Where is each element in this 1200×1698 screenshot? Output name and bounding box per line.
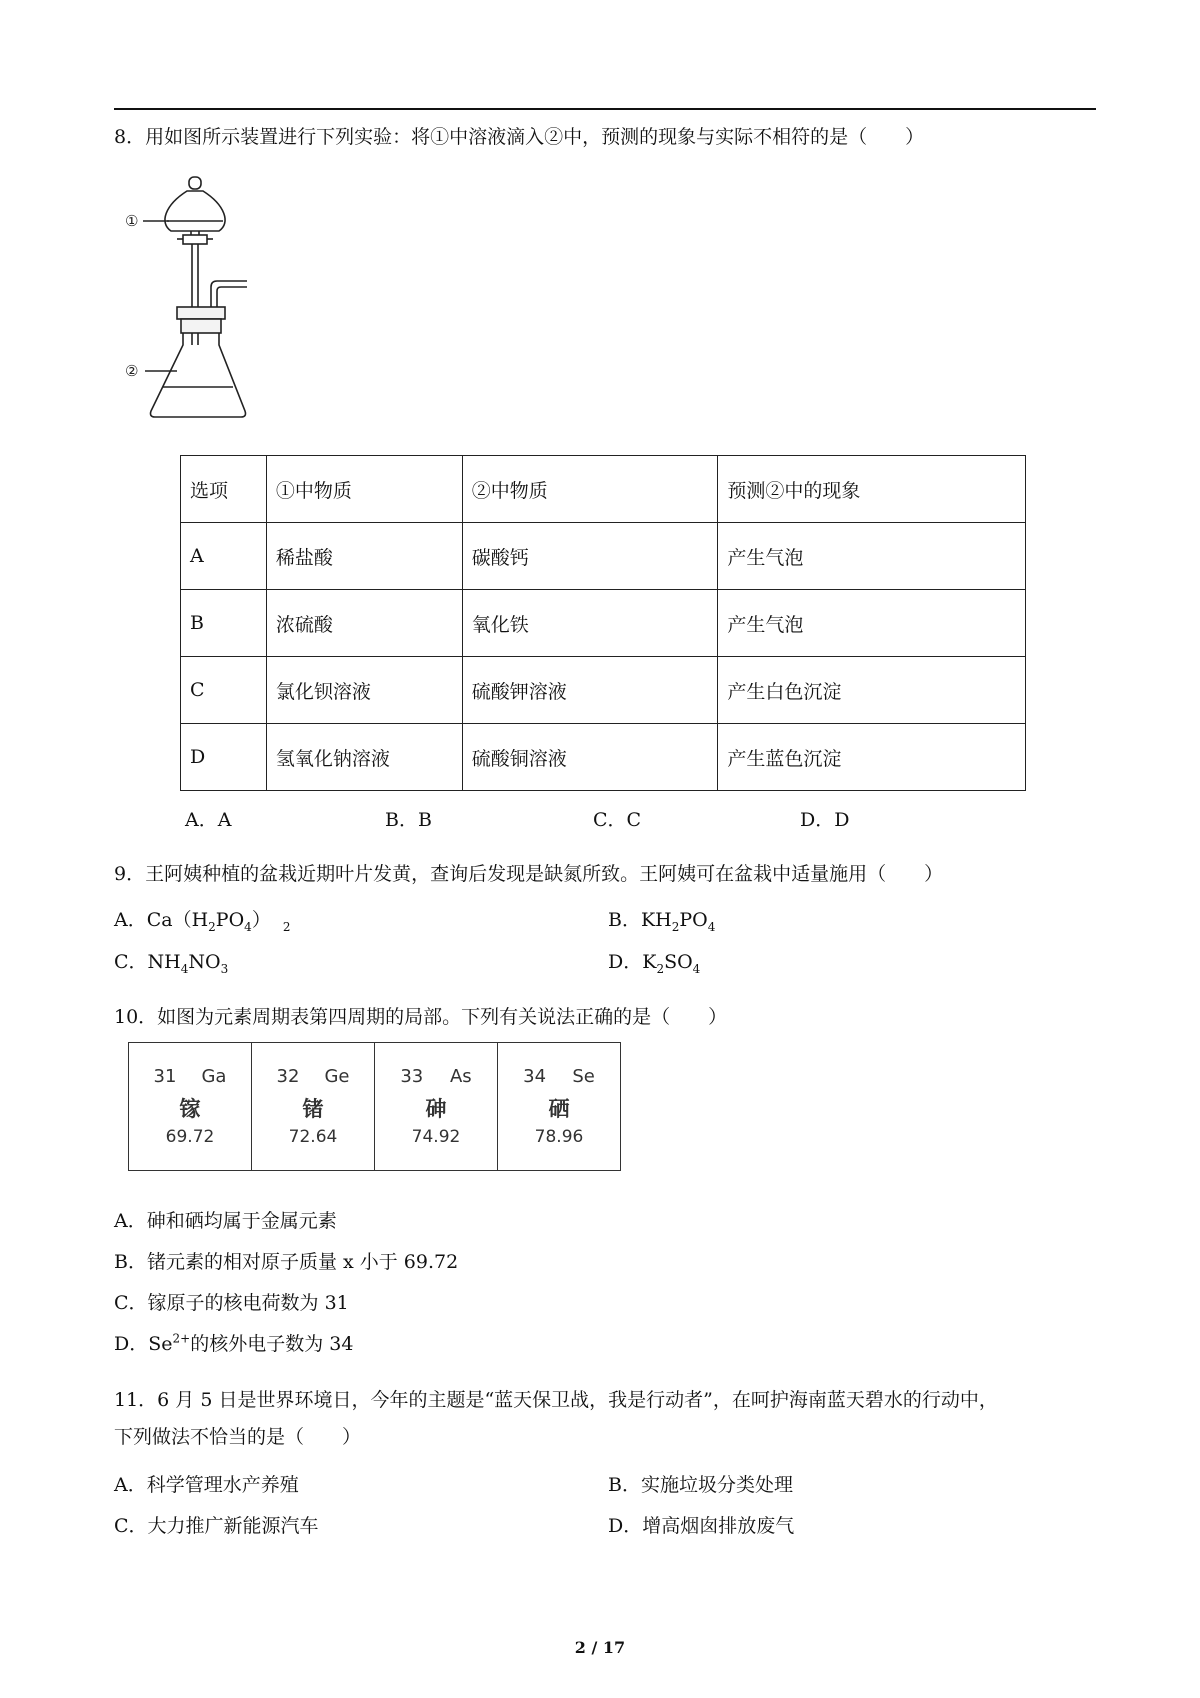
q11-option-c[interactable]: C．大力推广新能源汽车: [114, 1515, 319, 1537]
element-name: 硒: [548, 1097, 570, 1121]
table-header-cell: 选项: [181, 456, 267, 523]
table-cell: 产生白色沉淀: [718, 657, 1026, 724]
atomic-mass: 69.72: [165, 1127, 215, 1147]
table-cell: 浓硫酸: [266, 590, 462, 657]
element-symbol: Ge: [324, 1066, 350, 1087]
element-name: 镓: [179, 1097, 201, 1121]
q11-option-b[interactable]: B．实施垃圾分类处理: [608, 1474, 793, 1496]
question-9-stem: 9．王阿姨种植的盆栽近期叶片发黄，查询后发现是缺氮所致。王阿姨可在盆栽中适量施用（ ）: [114, 863, 944, 885]
element-cell: [129, 1043, 252, 1171]
atomic-number: 34: [523, 1066, 547, 1087]
subscript: 4: [244, 919, 252, 934]
subscript: 3: [220, 961, 229, 976]
formula-part: PO: [679, 909, 708, 931]
option-text: 的核外电子数为 34: [190, 1333, 354, 1355]
table-row: [181, 657, 1026, 724]
table-header-row: [181, 456, 1026, 523]
element-symbol: Ga: [201, 1066, 227, 1087]
table-cell: A: [181, 523, 267, 590]
q8-table: [180, 455, 1026, 791]
table-cell: C: [181, 657, 267, 724]
atomic-mass: 72.64: [288, 1127, 338, 1147]
table-row: [181, 523, 1026, 590]
table-row: [181, 590, 1026, 657]
q10-option-a[interactable]: A．砷和硒均属于金属元素: [114, 1210, 337, 1232]
table-cell: 氯化钡溶液: [266, 657, 462, 724]
formula-part: C．NH: [114, 951, 181, 973]
formula-part: D．K: [608, 951, 657, 973]
subscript: 2: [282, 919, 291, 934]
figure-label-2: ②: [125, 362, 139, 380]
page-number: 2 / 17: [574, 1638, 626, 1657]
atomic-number: 31: [153, 1066, 177, 1087]
q11-option-a[interactable]: A．科学管理水产养殖: [114, 1474, 299, 1496]
element-cell: [498, 1043, 621, 1171]
q9-option-c[interactable]: [114, 949, 228, 975]
periodic-table-fragment: [128, 1042, 621, 1171]
table-header-cell: 预测②中的现象: [718, 456, 1026, 523]
question-8-stem: 8．用如图所示装置进行下列实验：将①中溶液滴入②中，预测的现象与实际不相符的是（ ）: [114, 126, 925, 148]
subscript: 2: [671, 919, 680, 934]
table-cell: 碳酸钙: [462, 523, 718, 590]
subscript: 2: [208, 919, 216, 934]
header-rule: [114, 108, 1096, 110]
table-cell: 硫酸钾溶液: [462, 657, 718, 724]
apparatus-figure: [125, 175, 265, 435]
question-11-stem-line1: 11．6 月 5 日是世界环境日，今年的主题是“蓝天保卫战，我是行动者”，在呵护海南蓝天碧水的行动中，: [114, 1389, 998, 1411]
atomic-number: 33: [400, 1066, 424, 1087]
table-header-cell: ②中物质: [462, 456, 718, 523]
element-symbol: Se: [572, 1066, 595, 1087]
q9-option-a[interactable]: [114, 907, 290, 933]
table-cell: 氢氧化钠溶液: [266, 724, 462, 791]
q11-option-d[interactable]: D．增高烟囱排放废气: [608, 1515, 795, 1537]
atomic-number: 32: [276, 1066, 300, 1087]
formula-part: NO: [188, 951, 221, 973]
q8-option-b[interactable]: B．B: [385, 809, 432, 831]
table-cell: 硫酸铜溶液: [462, 724, 718, 791]
q8-option-a[interactable]: A．A: [185, 809, 232, 831]
subscript: 4: [180, 961, 189, 976]
option-text: D．Se: [114, 1333, 173, 1355]
element-name: 砷: [425, 1097, 447, 1121]
subscript: 2: [656, 961, 665, 976]
table-cell: 氧化铁: [462, 590, 718, 657]
formula-part: ）: [251, 909, 271, 931]
element-cell: [252, 1043, 375, 1171]
element-cell: [375, 1043, 498, 1171]
formula-part: SO: [664, 951, 693, 973]
table-row: [181, 724, 1026, 791]
atomic-mass: 78.96: [534, 1127, 584, 1147]
table-cell: 产生气泡: [718, 590, 1026, 657]
subscript: 4: [692, 961, 701, 976]
table-cell: B: [181, 590, 267, 657]
q10-option-b[interactable]: B．锗元素的相对原子质量 x 小于 69.72: [114, 1251, 459, 1273]
formula-part: B．KH: [608, 909, 672, 931]
element-name: 锗: [302, 1097, 324, 1121]
formula-part: PO: [215, 909, 245, 931]
table-cell: 产生蓝色沉淀: [718, 724, 1026, 791]
atomic-mass: 74.92: [411, 1127, 461, 1147]
question-10-stem: 10．如图为元素周期表第四周期的局部。下列有关说法正确的是（ ）: [114, 1006, 728, 1028]
table-cell: 产生气泡: [718, 523, 1026, 590]
question-11-stem-line2: 下列做法不恰当的是（ ）: [114, 1426, 362, 1448]
table-header-cell: ①中物质: [266, 456, 462, 523]
element-symbol: As: [449, 1066, 472, 1087]
q9-option-d[interactable]: [608, 949, 700, 975]
q10-option-d[interactable]: [114, 1331, 353, 1357]
table-cell: D: [181, 724, 267, 791]
q10-option-c[interactable]: C．镓原子的核电荷数为 31: [114, 1292, 349, 1314]
q8-option-d[interactable]: D．D: [800, 809, 850, 831]
superscript: 2+: [172, 1331, 191, 1346]
formula-part: A．Ca（H: [114, 909, 209, 931]
figure-label-1: ①: [125, 212, 139, 230]
subscript: 4: [707, 919, 716, 934]
q8-option-c[interactable]: C．C: [593, 809, 642, 831]
table-cell: 稀盐酸: [266, 523, 462, 590]
q9-option-b[interactable]: [608, 907, 715, 933]
